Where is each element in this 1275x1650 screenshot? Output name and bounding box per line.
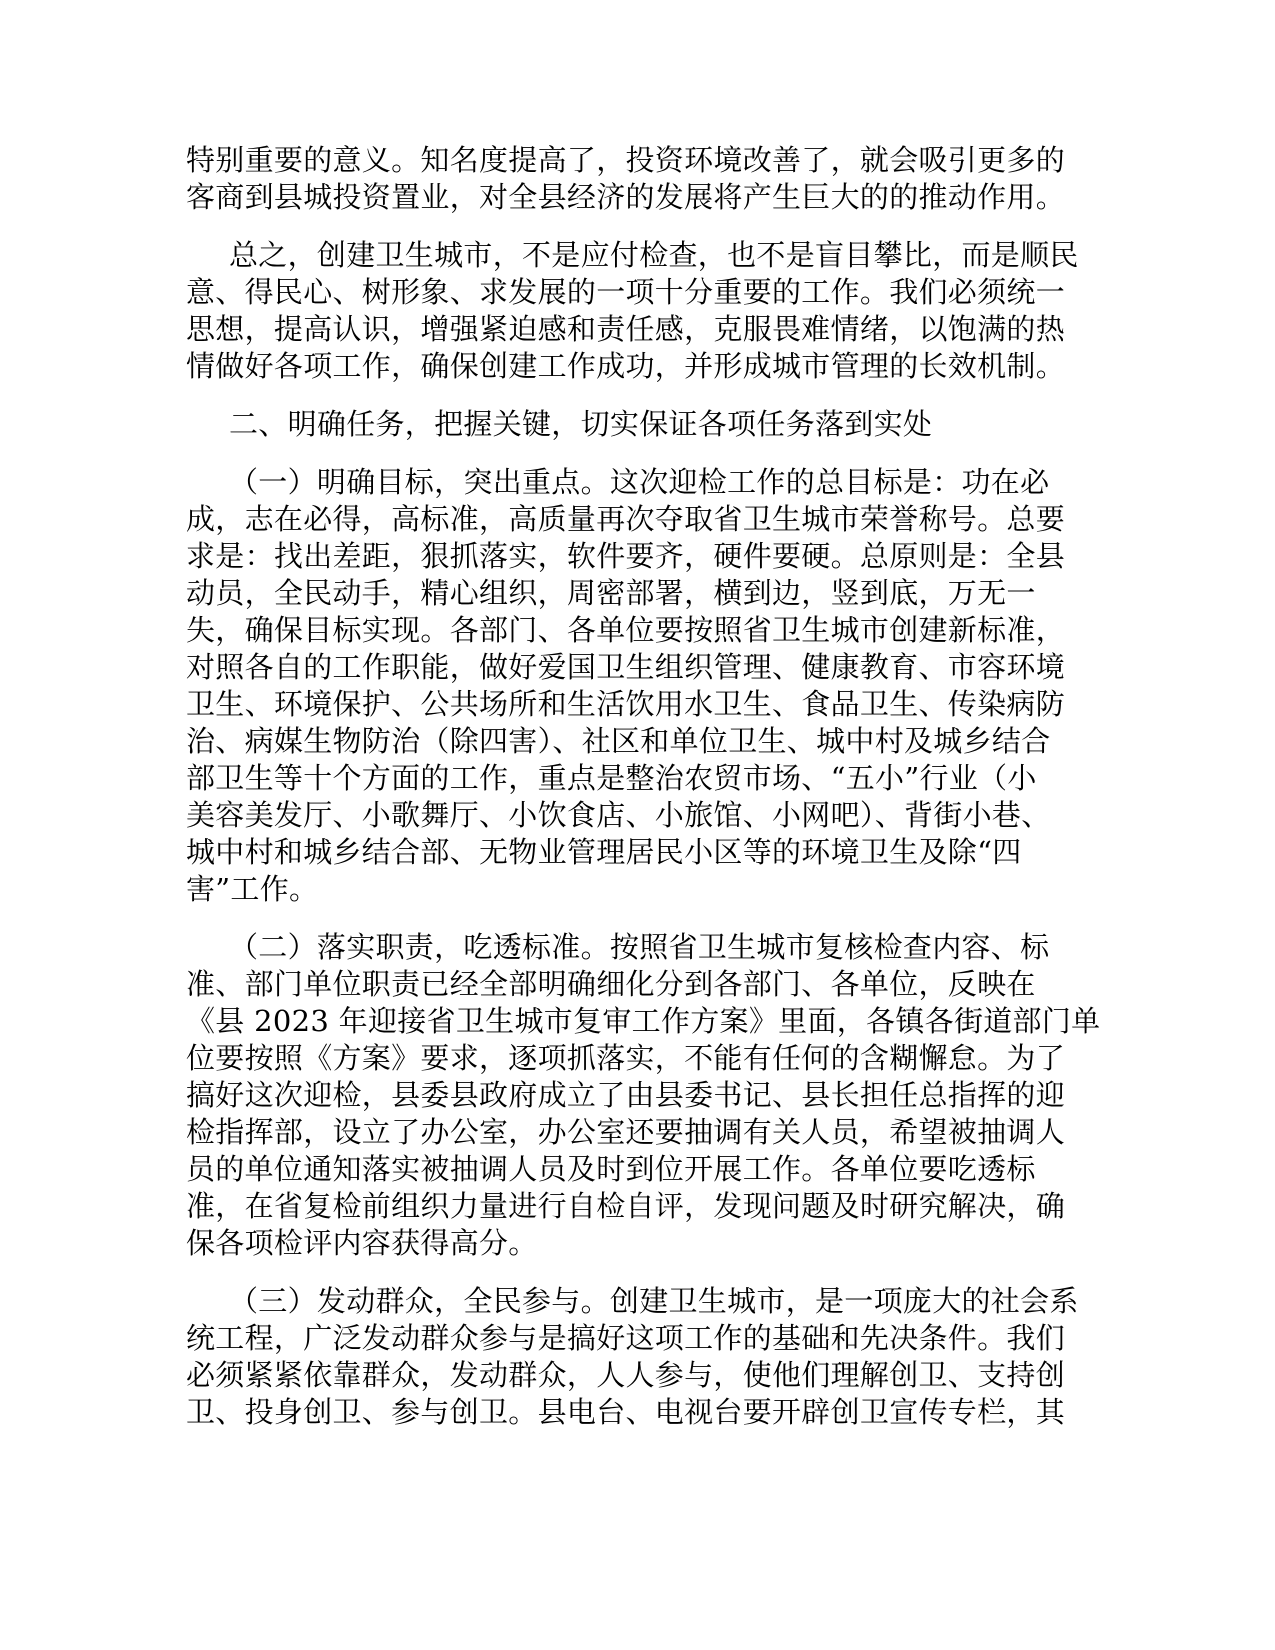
paragraph [186,142,1086,216]
paragraph-line: 员的单位通知落实被抽调人员及时到位开展工作。各单位要吃透标 [186,1152,1036,1186]
paragraph-line: 位要按照《方案》要求，逐项抓落实，不能有任何的含糊懈怠。为了 [186,1041,1066,1075]
paragraph-line: 思想，提高认识，增强紧迫感和责任感，克服畏难情绪，以饱满的热 [186,312,1066,346]
paragraph-line: 统工程，广泛发动群众参与是搞好这项工作的基础和先决条件。我们 [186,1321,1066,1355]
paragraph-line: 情做好各项工作，确保创建工作成功，并形成城市管理的长效机制。 [186,349,1066,383]
paragraph-line: 保各项检评内容获得高分。 [186,1226,538,1260]
paragraph-line: 求是：找出差距，狠抓落实，软件要齐，硬件要硬。总原则是：全县 [186,539,1066,573]
paragraph [186,237,1086,385]
paragraph-line: 美容美发厅、小歌舞厅、小饮食店、小旅馆、小网吧）、背街小巷、 [186,798,1051,832]
paragraph-line: 成，志在必得，高标准，高质量再次夺取省卫生城市荣誉称号。总要 [186,502,1066,536]
paragraph-line: 失，确保目标实现。各部门、各单位要按照省卫生城市创建新标准， [186,613,1066,647]
paragraph-line: 部卫生等十个方面的工作，重点是整治农贸市场、“五小”行业（小 [186,761,1037,795]
paragraph-line: 搞好这次迎检，县委县政府成立了由县委书记、县长担任总指挥的迎 [186,1078,1066,1112]
document-body [186,142,1101,1452]
paragraph [186,464,1086,908]
paragraph-line: （二）落实职责，吃透标准。按照省卫生城市复核检查内容、标 [229,930,1050,964]
paragraph-line: 害”工作。 [186,872,319,906]
paragraph-line: （三）发动群众，全民参与。创建卫生城市，是一项庞大的社会系 [229,1284,1079,1318]
paragraph-line: 卫、投身创卫、参与创卫。县电台、电视台要开辟创卫宣传专栏，其 [186,1395,1066,1429]
paragraph-line: 《县 2023 年迎接省卫生城市复审工作方案》里面，各镇各街道部门单 [186,1004,1101,1038]
paragraph-line: 城中村和城乡结合部、无物业管理居民小区等的环境卫生及除“四 [186,835,1022,869]
paragraph [186,406,1086,443]
paragraph-line: 意、得民心、树形象、求发展的一项十分重要的工作。我们必须统一 [186,275,1066,309]
paragraph-line: 准、部门单位职责已经全部明确细化分到各部门、各单位，反映在 [186,967,1036,1001]
paragraph-line: 必须紧紧依靠群众，发动群众，人人参与，使他们理解创卫、支持创 [186,1358,1066,1392]
paragraph-line: 准，在省复检前组织力量进行自检自评，发现问题及时研究解决，确 [186,1189,1066,1223]
paragraph-line: 动员，全民动手，精心组织，周密部署，横到边，竖到底，万无一 [186,576,1036,610]
paragraph-line: 检指挥部，设立了办公室，办公室还要抽调有关人员，希望被抽调人 [186,1115,1066,1149]
paragraph-line: 对照各自的工作职能，做好爱国卫生组织管理、健康教育、市容环境 [186,650,1066,684]
paragraph [186,929,1101,1262]
paragraph-line: 总之，创建卫生城市，不是应付检查，也不是盲目攀比，而是顺民 [229,238,1079,272]
paragraph-line: 特别重要的意义。知名度提高了，投资环境改善了，就会吸引更多的 [186,143,1066,177]
paragraph-line: 卫生、环境保护、公共场所和生活饮用水卫生、食品卫生、传染病防 [186,687,1066,721]
paragraph-line: 客商到县城投资置业，对全县经济的发展将产生巨大的的推动作用。 [186,180,1066,214]
paragraph [186,1283,1086,1431]
paragraph-line: （一）明确目标，突出重点。这次迎检工作的总目标是：功在必 [229,465,1050,499]
paragraph-line: 二、明确任务，把握关键，切实保证各项任务落到实处 [229,407,933,441]
paragraph-line: 治、病媒生物防治（除四害）、社区和单位卫生、城中村及城乡结合 [186,724,1051,758]
